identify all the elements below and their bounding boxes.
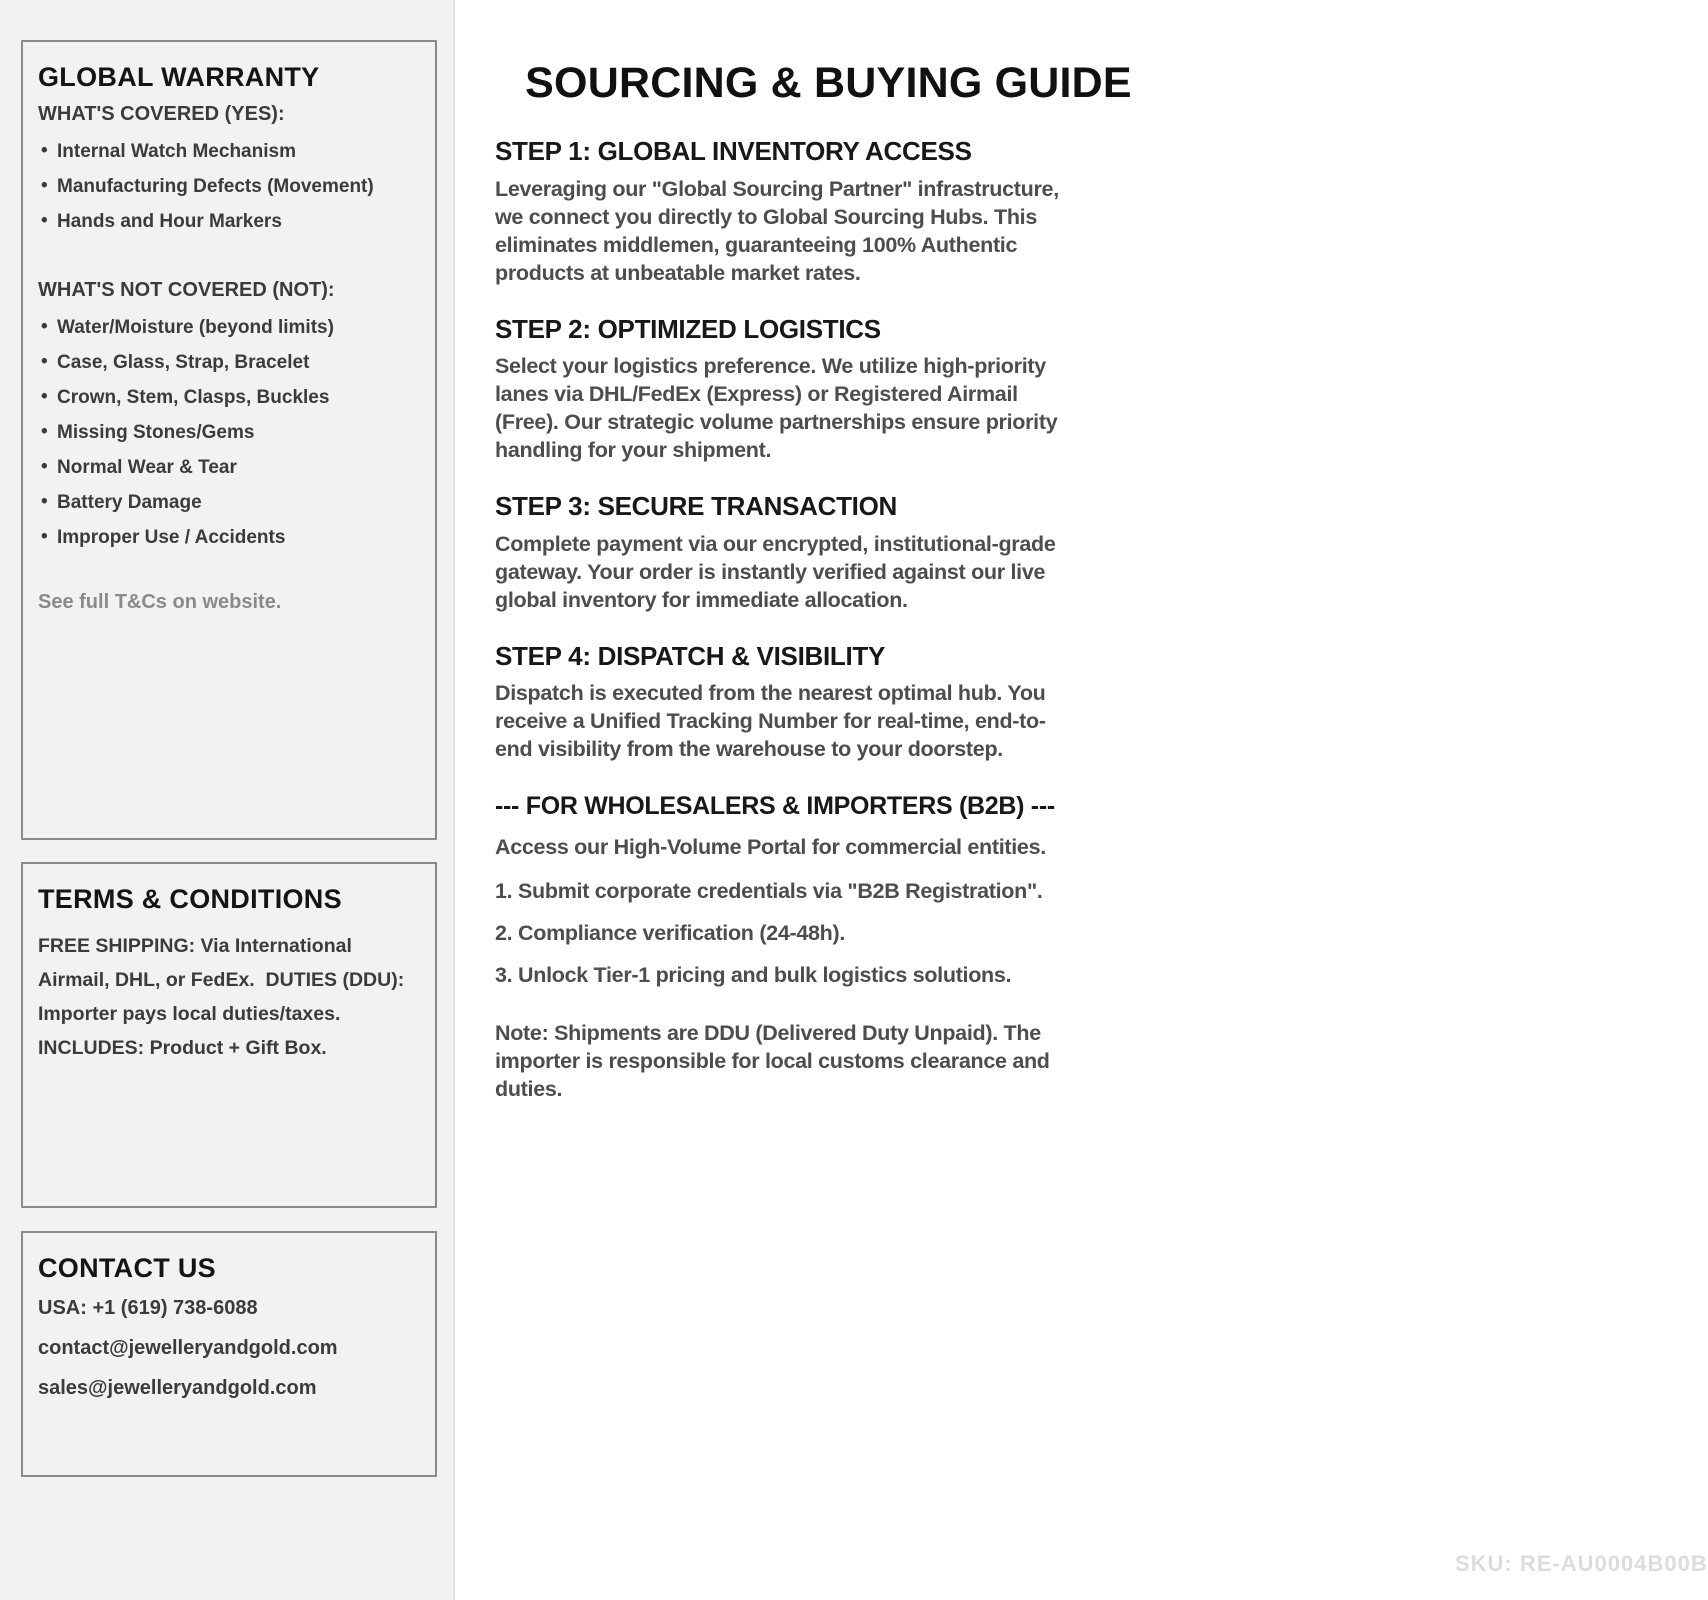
sales-email: sales@jewelleryandgold.com — [38, 1377, 317, 1399]
list-item: • Crown, Stem, Clasps, Buckles — [38, 380, 419, 415]
list-item: • Improper Use / Accidents — [38, 520, 419, 555]
list-item: • Hands and Hour Markers — [38, 204, 419, 239]
main-content — [457, 0, 1708, 1600]
sidebar — [0, 0, 455, 1600]
list-item: • Internal Watch Mechanism — [38, 134, 419, 169]
list-item: • Water/Moisture (beyond limits) — [38, 310, 419, 345]
warranty-title: GLOBAL WARRANTY — [38, 62, 320, 92]
list-item: • Normal Wear & Tear — [38, 450, 419, 485]
step-4-body: Dispatch is executed from the nearest optimal hub. You receive a Unified Tracking Number for real-time, end-to-end visibility from the warehouse to your doorstep. — [495, 681, 1046, 762]
contact-title: CONTACT US — [38, 1253, 216, 1283]
b2b-step-1: 1. Submit corporate credentials via "B2B Registration". — [495, 878, 1043, 903]
guide-body — [495, 137, 1070, 1103]
warranty-footnote: See full T&Cs on website. — [38, 591, 282, 613]
contact-us-panel — [21, 1231, 437, 1477]
step-1-body: Leveraging our "Global Sourcing Partner" infrastructure, we connect you directly to Global Sourcing Hubs. This eliminates middlemen, guaranteeing 100% Authentic products at unbeatable market rates. — [495, 176, 1059, 285]
terms-conditions-panel — [21, 862, 437, 1208]
list-item: • Case, Glass, Strap, Bracelet — [38, 345, 419, 380]
covered-list — [38, 134, 419, 239]
b2b-intro: Access our High-Volume Portal for commercial entities. — [495, 834, 1046, 859]
global-warranty-panel — [21, 40, 437, 840]
not-covered-list — [38, 310, 419, 555]
contact-phone: USA: +1 (619) 738-6088 — [38, 1297, 258, 1319]
step-2-heading: STEP 2: OPTIMIZED LOGISTICS — [495, 313, 881, 344]
terms-title: TERMS & CONDITIONS — [38, 884, 342, 914]
not-covered-heading: WHAT'S NOT COVERED (NOT): — [38, 279, 335, 301]
page-title: SOURCING & BUYING GUIDE — [525, 59, 1132, 107]
b2b-note: Note: Shipments are DDU (Delivered Duty Unpaid). The importer is responsible for local customs clearance and duties. — [495, 1020, 1050, 1101]
b2b-step-3: 3. Unlock Tier-1 pricing and bulk logistics solutions. — [495, 962, 1012, 987]
list-item: • Missing Stones/Gems — [38, 415, 419, 450]
step-3-heading: STEP 3: SECURE TRANSACTION — [495, 491, 897, 522]
terms-body: FREE SHIPPING: Via International Airmail, DHL, or FedEx. DUTIES (DDU): Importer pays local duties/taxes. INCLUDES: Product + Gift Box. — [38, 935, 410, 1059]
step-3-body: Complete payment via our encrypted, institutional-grade gateway. Your order is instantly verified against our live global inventory for immediate allocation. — [495, 531, 1056, 612]
covered-heading: WHAT'S COVERED (YES): — [38, 103, 285, 125]
b2b-step-2: 2. Compliance verification (24-48h). — [495, 920, 846, 945]
list-item: • Manufacturing Defects (Movement) — [38, 169, 419, 204]
contact-email: contact@jewelleryandgold.com — [38, 1337, 338, 1359]
b2b-heading: --- FOR WHOLESALERS & IMPORTERS (B2B) --- — [495, 792, 1055, 821]
sku-label: SKU: RE-AU0004B00B — [1455, 1551, 1708, 1576]
list-item: • Battery Damage — [38, 485, 419, 520]
step-2-body: Select your logistics preference. We utilize high-priority lanes via DHL/FedEx (Express) or Registered Airmail (Free). Our strategic volume partnerships ensure priority handling for your shipment. — [495, 354, 1058, 463]
step-4-heading: STEP 4: DISPATCH & VISIBILITY — [495, 640, 886, 671]
step-1-heading: STEP 1: GLOBAL INVENTORY ACCESS — [495, 136, 972, 166]
